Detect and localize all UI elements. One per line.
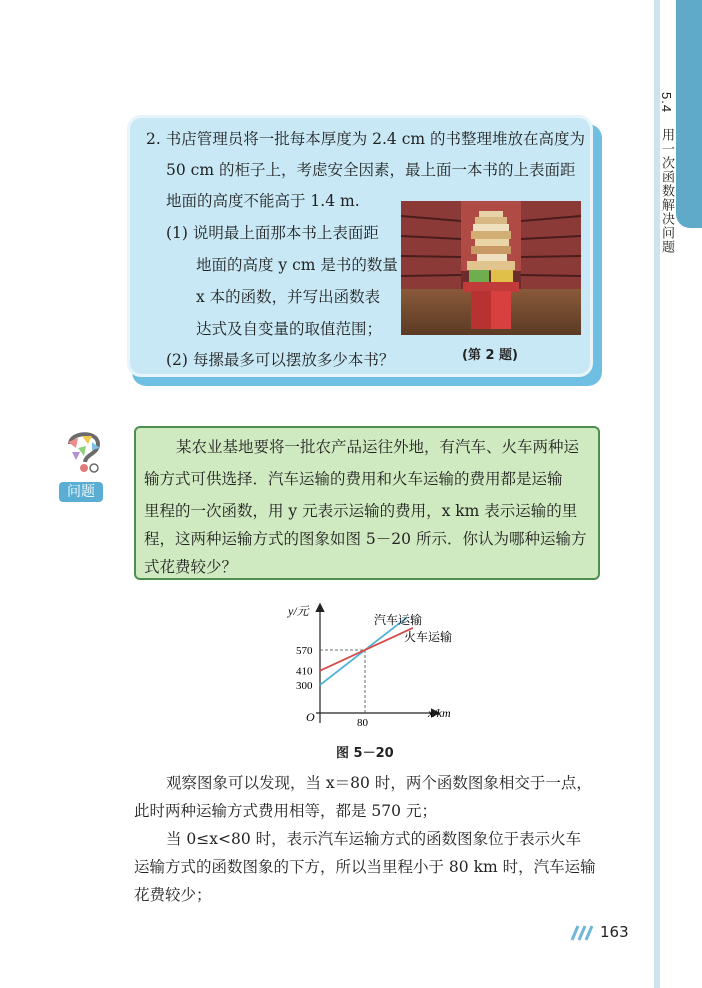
problem-line: 式花费较少？ xyxy=(144,558,238,576)
x-tick-label: 80 xyxy=(357,717,368,729)
body-line: 花费较少； xyxy=(134,886,212,904)
section-label xyxy=(654,92,674,254)
section-number: 5.4 xyxy=(659,92,674,114)
page-decoration xyxy=(570,922,600,946)
exercise-line: x 本的函数，并写出函数表 xyxy=(196,288,381,306)
train-transport-line xyxy=(320,628,413,671)
function-graph xyxy=(270,595,470,734)
section-title: 用一次函数解决问题 xyxy=(659,128,674,255)
bookstore-photo xyxy=(401,201,581,335)
body-line: 当 0≤x<80 时，表示汽车运输方式的函数图象位于表示火车 xyxy=(166,830,582,848)
question-badge: 问题 xyxy=(59,482,103,502)
exercise-line: 2. 书店管理员将一批每本厚度为 2.4 cm 的书整理堆放在高度为 xyxy=(146,130,586,148)
problem-line: 程，这两种运输方式的图象如图 5－20 所示．你认为哪种运输方 xyxy=(144,530,587,548)
body-line: 运输方式的函数图象的下方，所以当里程小于 80 km 时，汽车运输 xyxy=(134,858,596,876)
exercise-line: 达式及自变量的取值范围； xyxy=(196,320,383,338)
origin-label: O xyxy=(306,710,315,724)
problem-line: 里程的一次函数，用 y 元表示运输的费用，x km 表示运输的里 xyxy=(144,502,578,520)
y-axis-label: y/元 xyxy=(288,604,309,618)
exercise-line: (2) 每摞最多可以摆放多少本书？ xyxy=(166,351,395,369)
car-series-label: 汽车运输 xyxy=(374,613,423,627)
y-tick-label: 410 xyxy=(296,665,313,678)
body-line: 观察图象可以发现，当 x＝80 时，两个函数图象相交于一点， xyxy=(166,774,592,792)
problem-line: 某农业基地要将一批农产品运往外地，有汽车、火车两种运 xyxy=(176,438,580,456)
page-number: 163 xyxy=(600,923,629,941)
exercise-line: 50 cm 的柜子上，考虑安全因素，最上面一本书的上表面距 xyxy=(166,161,576,179)
figure-caption: 图 5－20 xyxy=(336,746,394,761)
y-tick-label: 570 xyxy=(296,645,313,657)
exercise-line: 地面的高度不能高于 1.4 m. xyxy=(166,192,360,210)
exercise-line: 地面的高度 y cm 是书的数量 xyxy=(196,256,398,274)
y-tick-label: 300 xyxy=(296,680,313,692)
exercise-caption: (第 2 题) xyxy=(462,348,518,363)
x-axis-label: x/km xyxy=(428,706,451,720)
exercise-line: (1) 说明最上面那本书上表面距 xyxy=(166,224,379,242)
problem-line: 输方式可供选择．汽车运输的费用和火车运输的费用都是运输 xyxy=(144,470,563,488)
train-series-label: 火车运输 xyxy=(404,630,453,644)
chapter-tab xyxy=(676,0,702,228)
body-line: 此时两种运输方式费用相等，都是 570 元； xyxy=(134,802,437,820)
question-icon xyxy=(58,428,110,480)
